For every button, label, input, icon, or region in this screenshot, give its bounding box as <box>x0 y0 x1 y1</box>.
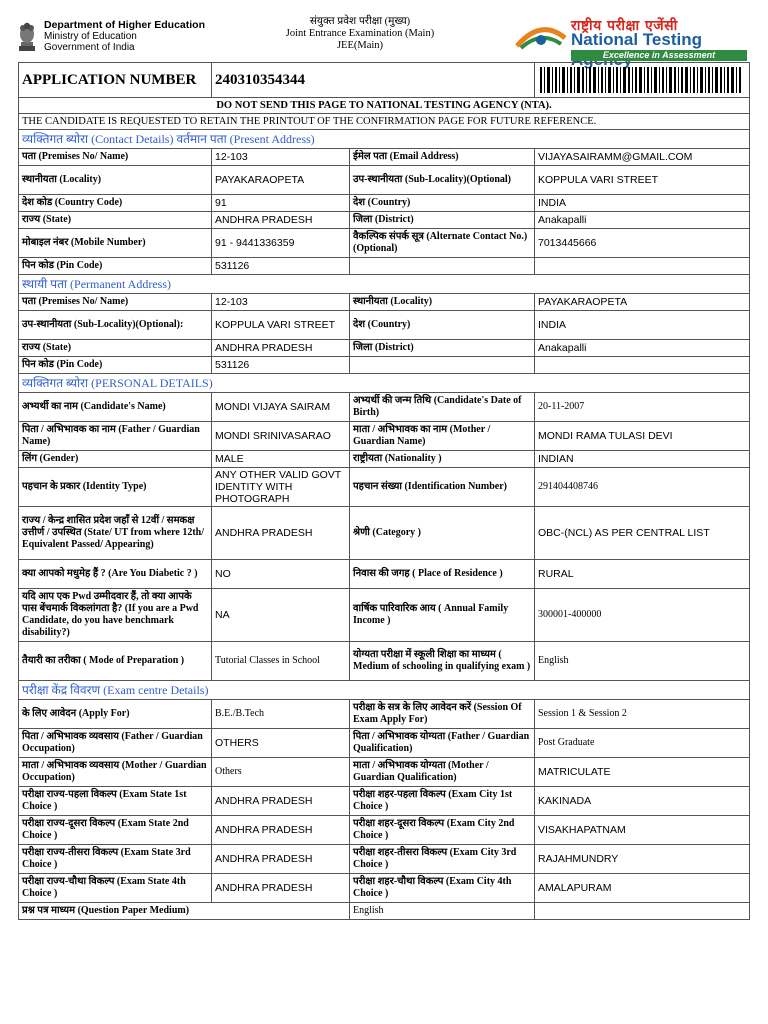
application-number-value: 240310354344 <box>212 63 535 98</box>
ministry-block <box>16 20 205 54</box>
field-value: ANDHRA PRADESH <box>212 212 350 229</box>
government-name: Government of India <box>44 42 135 53</box>
field-label: माता / अभिभावक का नाम (Mother / Guardian Name) <box>350 422 535 451</box>
field-value: 91 - 9441336359 <box>212 229 350 258</box>
field-label: राष्ट्रीयता (Nationality ) <box>350 451 535 468</box>
field-label: परीक्षा शहर-दूसरा विकल्प (Exam City 2nd Choice ) <box>350 816 535 845</box>
table-row <box>19 642 750 681</box>
field-value: RURAL <box>535 560 750 589</box>
field-label: देश (Country) <box>350 311 535 340</box>
section-permanent-address: स्थायी पता (Permanent Address) <box>19 275 750 294</box>
table-row <box>19 195 750 212</box>
field-label: के लिए आवेदन (Apply For) <box>19 700 212 729</box>
field-value: INDIAN <box>535 451 750 468</box>
field-label: राज्य / केन्द्र शासित प्रदेश जहाँ से 12वीं / समकक्ष उत्तीर्ण / उपस्थित (State/ UT from where 12th/ Equivalent Passed/ Appearing) <box>19 507 212 560</box>
field-label: स्थानीयता (Locality) <box>19 166 212 195</box>
field-value: ANDHRA PRADESH <box>212 874 350 903</box>
field-label: वार्षिक पारिवारिक आय ( Annual Family Income ) <box>350 589 535 642</box>
field-value: 20-11-2007 <box>535 393 750 422</box>
field-value: KOPPULA VARI STREET <box>535 166 750 195</box>
field-label: स्थानीयता (Locality) <box>350 294 535 311</box>
table-row <box>19 903 750 920</box>
field-label: परीक्षा शहर-तीसरा विकल्प (Exam City 3rd Choice ) <box>350 845 535 874</box>
field-value: English <box>350 903 535 920</box>
field-label: परीक्षा शहर-चौथा विकल्प (Exam City 4th Choice ) <box>350 874 535 903</box>
exam-title-english: Joint Entrance Examination (Main) <box>285 28 435 39</box>
field-value: OTHERS <box>212 729 350 758</box>
field-value: ANDHRA PRADESH <box>212 507 350 560</box>
table-row <box>19 340 750 357</box>
section-exam-centre: परीक्षा केंद्र विवरण (Exam centre Details) <box>19 681 750 700</box>
table-row <box>19 560 750 589</box>
barcode-icon <box>538 66 743 94</box>
table-row <box>19 393 750 422</box>
nta-english-name: National Testing <box>571 30 702 49</box>
field-value: 91 <box>212 195 350 212</box>
table-row <box>19 357 750 374</box>
field-value: VIJAYASAIRAMM@GMAIL.COM <box>535 149 750 166</box>
table-row <box>19 451 750 468</box>
field-value: ANY OTHER VALID GOVT IDENTITY WITH PHOTOGRAPH <box>212 468 350 507</box>
field-label: परीक्षा राज्य-तीसरा विकल्प (Exam State 3rd Choice ) <box>19 845 212 874</box>
field-label: उप-स्थानीयता (Sub-Locality)(Optional): <box>19 311 212 340</box>
field-value: INDIA <box>535 311 750 340</box>
field-value: ANDHRA PRADESH <box>212 816 350 845</box>
section-present-address: व्यक्तिगत ब्योरा (Contact Details) वर्तमान पता (Present Address) <box>19 130 750 149</box>
table-row <box>19 758 750 787</box>
field-value: Post Graduate <box>535 729 750 758</box>
field-value: 531126 <box>212 357 350 374</box>
field-value: 300001-400000 <box>535 589 750 642</box>
national-emblem-icon <box>16 20 38 54</box>
table-row <box>19 422 750 451</box>
field-value: PAYAKARAOPETA <box>535 294 750 311</box>
field-value: ANDHRA PRADESH <box>212 787 350 816</box>
table-row <box>19 729 750 758</box>
exam-title-hindi: संयुक्त प्रवेश परीक्षा (मुख्य) <box>309 16 411 27</box>
field-label: परीक्षा राज्य-चौथा विकल्प (Exam State 4th Choice ) <box>19 874 212 903</box>
field-label: परीक्षा राज्य-पहला विकल्प (Exam State 1st Choice ) <box>19 787 212 816</box>
field-value: MONDI RAMA TULASI DEVI <box>535 422 750 451</box>
section-personal-details: व्यक्तिगत ब्योरा (PERSONAL DETAILS) <box>19 374 750 393</box>
field-value: 7013445666 <box>535 229 750 258</box>
field-label: पहचान संख्या (Identification Number) <box>350 468 535 507</box>
field-label: पिन कोड (Pin Code) <box>19 258 212 275</box>
field-label: माता / अभिभावक योग्यता (Mother / Guardian Qualification) <box>350 758 535 787</box>
field-value: AMALAPURAM <box>535 874 750 903</box>
application-number-row <box>19 63 750 98</box>
field-label: पिता / अभिभावक योग्यता (Father / Guardian Qualification) <box>350 729 535 758</box>
table-row <box>19 507 750 560</box>
field-label: अभ्यर्थी की जन्म तिथि (Candidate's Date of Birth) <box>350 393 535 422</box>
confirmation-table <box>18 62 750 920</box>
field-value: MALE <box>212 451 350 468</box>
field-value: B.E./B.Tech <box>212 700 350 729</box>
field-label: जिला (District) <box>350 340 535 357</box>
field-value: 12-103 <box>212 294 350 311</box>
table-row <box>19 212 750 229</box>
table-row <box>19 294 750 311</box>
field-value: VISAKHAPATNAM <box>535 816 750 845</box>
field-value: Session 1 & Session 2 <box>535 700 750 729</box>
table-row <box>19 311 750 340</box>
field-value: NO <box>212 560 350 589</box>
field-value: MONDI VIJAYA SAIRAM <box>212 393 350 422</box>
field-value: ANDHRA PRADESH <box>212 340 350 357</box>
field-label: देश कोड (Country Code) <box>19 195 212 212</box>
field-value: KAKINADA <box>535 787 750 816</box>
barcode <box>535 63 750 98</box>
table-row <box>19 845 750 874</box>
table-row <box>19 258 750 275</box>
field-label: क्या आपको मधुमेह हैं ? (Are You Diabetic ? ) <box>19 560 212 589</box>
retain-printout-notice: THE CANDIDATE IS REQUESTED TO RETAIN THE PRINTOUT OF THE CONFIRMATION PAGE FOR FUTURE REFERENCE. <box>19 114 750 130</box>
field-label: श्रेणी (Category ) <box>350 507 535 560</box>
field-value: OBC-(NCL) AS PER CENTRAL LIST <box>535 507 750 560</box>
field-value: NA <box>212 589 350 642</box>
field-value: MONDI SRINIVASARAO <box>212 422 350 451</box>
field-value: 12-103 <box>212 149 350 166</box>
field-value: PAYAKARAOPETA <box>212 166 350 195</box>
nta-hindi-name: राष्ट्रीय परीक्षा एजेंसी <box>571 18 678 34</box>
field-label: परीक्षा शहर-पहला विकल्प (Exam City 1st Choice ) <box>350 787 535 816</box>
field-value: ANDHRA PRADESH <box>212 845 350 874</box>
field-label: पिन कोड (Pin Code) <box>19 357 212 374</box>
table-row <box>19 468 750 507</box>
field-value: Anakapalli <box>535 212 750 229</box>
field-value: Anakapalli <box>535 340 750 357</box>
exam-title <box>260 16 460 52</box>
field-value: MATRICULATE <box>535 758 750 787</box>
exam-short-name: JEE(Main) <box>336 40 384 51</box>
field-label: माता / अभिभावक व्यवसाय (Mother / Guardian Occupation) <box>19 758 212 787</box>
table-row <box>19 589 750 642</box>
table-row <box>19 166 750 195</box>
field-label: पहचान के प्रकार (Identity Type) <box>19 468 212 507</box>
field-label: राज्य (State) <box>19 340 212 357</box>
table-row <box>19 874 750 903</box>
table-row <box>19 787 750 816</box>
field-label: मोबाइल नंबर (Mobile Number) <box>19 229 212 258</box>
field-value: Others <box>212 758 350 787</box>
field-value: 531126 <box>212 258 350 275</box>
ministry-name: Ministry of Education <box>44 31 137 42</box>
field-label: अभ्यर्थी का नाम (Candidate's Name) <box>19 393 212 422</box>
nta-swoosh-icon <box>515 24 567 50</box>
field-value: English <box>535 642 750 681</box>
nta-tagline: Excellence in Assessment <box>571 50 747 61</box>
field-label: पता (Premises No/ Name) <box>19 294 212 311</box>
field-label: परीक्षा राज्य-दूसरा विकल्प (Exam State 2nd Choice ) <box>19 816 212 845</box>
field-label: तैयारी का तरीका ( Mode of Preparation ) <box>19 642 212 681</box>
field-label: योग्यता परीक्षा में स्कूली शिक्षा का माध्यम ( Medium of schooling in qualifying exam ) <box>350 642 535 681</box>
field-label: देश (Country) <box>350 195 535 212</box>
table-row <box>19 700 750 729</box>
field-label: पता (Premises No/ Name) <box>19 149 212 166</box>
field-label: निवास की जगह ( Place of Residence ) <box>350 560 535 589</box>
field-label: प्रश्न पत्र माध्यम (Question Paper Medium) <box>19 903 350 920</box>
field-value: 291404408746 <box>535 468 750 507</box>
do-not-send-notice: DO NOT SEND THIS PAGE TO NATIONAL TESTING AGENCY (NTA). <box>19 98 750 114</box>
field-value: KOPPULA VARI STREET <box>212 311 350 340</box>
page-header <box>0 0 768 62</box>
field-label: परीक्षा के सत्र के लिए आवेदन करें (Session Of Exam Apply For) <box>350 700 535 729</box>
field-value: RAJAHMUNDRY <box>535 845 750 874</box>
field-label: पिता / अभिभावक का नाम (Father / Guardian Name) <box>19 422 212 451</box>
dept-name: Department of Higher Education <box>44 19 206 31</box>
field-label: राज्य (State) <box>19 212 212 229</box>
field-label: उप-स्थानीयता (Sub-Locality)(Optional) <box>350 166 535 195</box>
field-value: INDIA <box>535 195 750 212</box>
nta-logo <box>515 16 750 60</box>
field-label: पिता / अभिभावक व्यवसाय (Father / Guardian Occupation) <box>19 729 212 758</box>
field-label: वैकल्पिक संपर्क सूत्र (Alternate Contact No.) (Optional) <box>350 229 535 258</box>
table-row <box>19 229 750 258</box>
field-label: यदि आप एक Pwd उम्मीदवार हैं, तो क्या आपके पास बेंचमार्क विकलांगता है? (If you are a Pwd Candidate, do you have benchmark disability?) <box>19 589 212 642</box>
field-label: जिला (District) <box>350 212 535 229</box>
application-number-label: APPLICATION NUMBER <box>19 63 212 98</box>
table-row <box>19 149 750 166</box>
field-label: लिंग (Gender) <box>19 451 212 468</box>
table-row <box>19 816 750 845</box>
field-label: ईमेल पता (Email Address) <box>350 149 535 166</box>
field-value: Tutorial Classes in School <box>212 642 350 681</box>
